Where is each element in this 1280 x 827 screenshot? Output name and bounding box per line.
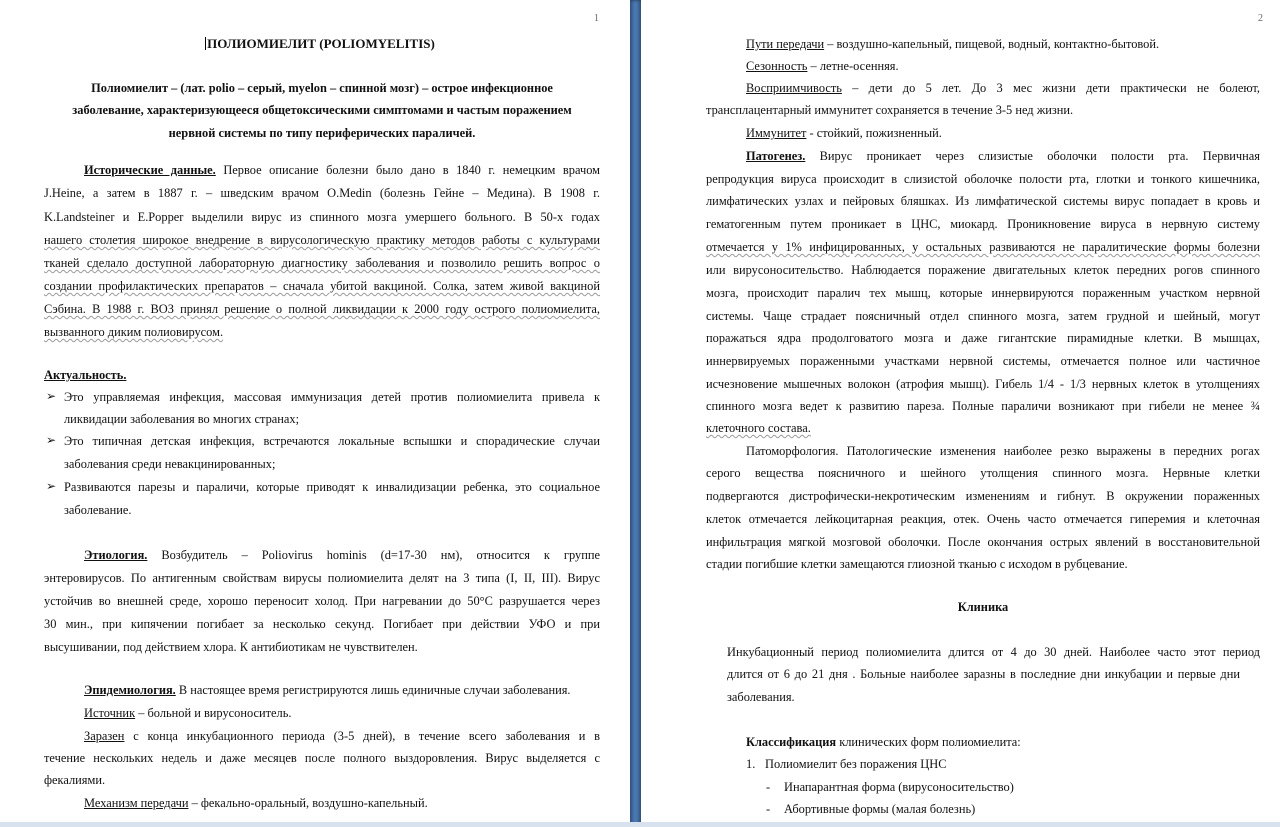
pathogenesis-line: или вирусоносительство. Наблюдается поражение двигательных клеток передних рогов спинного <box>706 263 1260 277</box>
etiology-line: энтеровирусов. По антигенным свойствам вирусы полиомиелита делят на 3 типа (I, II, III). Вирус <box>44 571 600 585</box>
incubation-line: Инкубационный период полиомиелита длится от 4 до 30 дней. Наиболее часто этот период <box>727 645 1260 659</box>
pathomorphology-line: Патоморфология. Патологические изменения наиболее резко выражены в передних рогах <box>746 444 1260 458</box>
relevance-item: ликвидации заболевания во многих странах; <box>64 412 300 426</box>
definition-line: нервной системы по типу периферических параличей. <box>168 126 476 140</box>
pathomorphology-line: подвергаются дистрофически-некротическим изменениям и гибнут. В окружении пораженных <box>706 489 1260 503</box>
mechanism-line: Механизм передачи – фекально-оральный, воздушно-капельный. <box>84 796 428 810</box>
etiology-heading: Этиология. <box>84 548 148 562</box>
pathogenesis-line: мозга, происходит паралич тех мышц, которые иннервируются пораженным участком нервной <box>706 286 1260 300</box>
source-line: Источник – больной и вирусоноситель. <box>84 706 292 720</box>
relevance-item: Это управляемая инфекция, массовая иммунизация детей против полиомиелита привела к <box>64 390 600 404</box>
page-number: 2 <box>1258 13 1263 24</box>
document-page-2 <box>641 0 1280 822</box>
history-line: создании профилактических препаратов – сначала убитой вакциной. Солка, затем живой вакциной <box>44 279 600 293</box>
pathogenesis-line: лимфатических узлах и пейровых бляшках. Из лимфатической системы вирус попадает в кровь и <box>706 194 1260 208</box>
incubation-line: длится от 6 до 21 дня . Больные наиболее заразны в последние дни инкубации и первые дни <box>727 667 1240 681</box>
text-cursor <box>205 37 206 50</box>
pathogenesis-line: спинного мозга ведет к развитию пареза. Полные параличи возникают при гибели не менее ¾ <box>706 399 1260 413</box>
document-title: ПОЛИОМИЕЛИТ (POLIOMYELITIS) <box>207 36 435 51</box>
relevance-item: заболевания среди невакцинированных; <box>64 457 276 471</box>
routes-line: Пути передачи – воздушно-капельный, пищевой, водный, контактно-бытовой. <box>746 37 1160 51</box>
definition-line: заболевание, характеризующееся общетоксическими симптомами и частым поражением <box>72 103 572 117</box>
contagious-line: фекалиями. <box>44 773 106 787</box>
contagious-line: Заразен с конца инкубационного периода (3-5 дней), в течение всего заболевания и в <box>84 729 600 743</box>
immunity-line: Иммунитет - стойкий, пожизненный. <box>746 126 942 140</box>
relevance-item: Это типичная детская инфекция, встречаются локальные вспышки и спорадические случаи <box>64 434 600 448</box>
susceptibility-line: Восприимчивость – дети до 5 лет. До 3 мес жизни дети практически не болеют, <box>746 81 1260 95</box>
history-line: J.Heine, а затем в 1887 г. – шведским врачом О.Medin (болезнь Гейне – Медина). В 1908 г. <box>44 186 600 200</box>
etiology-line: 30 мин., при кипячении погибает за несколько секунд. Погибает при действии УФО и при <box>44 617 600 631</box>
history-line: тканей сделало доступной лабораторную диагностику заболевания и позволило решить вопрос о <box>44 256 600 270</box>
document-page-1 <box>0 0 630 822</box>
arrow-bullet-icon: ➢ <box>46 389 57 403</box>
pathomorphology-line: стадии погибшие клетки замещаются глиозной тканью с исходом в рубцевание. <box>706 557 1128 571</box>
list-item: Полиомиелит без поражения ЦНС <box>765 757 947 771</box>
history-heading: Исторические данные. <box>84 163 216 177</box>
season-line: Сезонность – летне-осенняя. <box>746 59 899 73</box>
pathomorphology-line: инфильтрация мягкой мозговой оболочки. После окончания острых явлений в восстановительной <box>706 535 1260 549</box>
relevance-heading: Актуальность. <box>44 368 127 382</box>
etiology-line: Этиология. Возбудитель – Poliovirus hominis (d=17-30 нм), относится к группе <box>84 548 600 562</box>
page-number: 1 <box>594 13 599 24</box>
list-number: 1. <box>746 757 756 771</box>
incubation-line: заболевания. <box>727 690 795 704</box>
history-line: Сэбина. В 1988 г. ВОЗ принял решение о полной ликвидации к 2000 году острого полиомиелита, <box>44 302 600 316</box>
epidemiology-line: Эпидемиология. В настоящее время регистрируются лишь единичные случаи заболевания. <box>84 683 571 697</box>
susceptibility-line: трансплацентарный иммунитет сохраняется в течение 3-5 нед жизни. <box>706 103 1074 117</box>
arrow-bullet-icon: ➢ <box>46 433 57 447</box>
etiology-line: устойчив во внешней среде, хорошо переносит холод. При нагревании до 50°С разрушается через <box>44 594 600 608</box>
history-line: Исторические данные. Первое описание болезни было дано в 1840 г. немецким врачом <box>84 163 600 177</box>
page-gap <box>630 0 641 827</box>
arrow-bullet-icon: ➢ <box>46 479 57 493</box>
pathogenesis-line: исчезновение мышечных волокон (атрофия мышц). Гибель 1/4 - 1/3 нервных клеток в утолщениях <box>706 377 1260 391</box>
dash-bullet: - <box>766 780 771 794</box>
etiology-line: высушивании, под действием хлора. К антибиотикам не чувствителен. <box>44 640 418 654</box>
history-line: вызванного диким полиовирусом. <box>44 325 224 339</box>
pathomorphology-line: серого вещества поясничного и шейного утолщения спинного мозга. Нервные клетки <box>706 466 1260 480</box>
relevance-item: Развиваются парезы и параличи, которые приводят к инвалидизации ребенка, это социальное <box>64 480 600 494</box>
pathogenesis-heading: Патогенез. <box>746 149 806 163</box>
classification-line: Классификация клинических форм полиомиелита: <box>746 735 1021 749</box>
epidemiology-heading: Эпидемиология. <box>84 683 176 697</box>
clinic-heading: Клиника <box>957 600 1009 614</box>
dash-bullet: - <box>766 802 771 816</box>
pathogenesis-line: поражаться ядра продолговатого мозга и даже гигантские пирамидные клетки. В мышцах, <box>706 331 1260 345</box>
pathogenesis-line: клеточного состава. <box>706 421 811 435</box>
history-line: K.Landsteiner и E.Popper выделили вирус из спинного мозга умершего больного. В 50-х годах <box>44 210 600 224</box>
pathogenesis-line: системы. Чаще страдает поясничный отдел спинного мозга, затем грудной и шейный, могут <box>706 309 1260 323</box>
pathogenesis-line: отмечается у 1% инфицированных, у остальных развиваются не паралитические формы болезни <box>706 240 1260 254</box>
sub-list-item: Инапарантная форма (вирусоносительство) <box>784 780 1014 794</box>
pathogenesis-line: иннервируемых пораженными участками нервной системы, отмечается полное или частичное <box>706 354 1260 368</box>
contagious-line: течение нескольких недель и даже месяцев после полного выздоровления. Вирус выделяется с <box>44 751 600 765</box>
pathogenesis-line: репродукция вируса происходит в слизистой оболочке полости рта, глотки и тонкого кишечника, <box>706 172 1260 186</box>
pathomorphology-line: клеток отмечается лейкоцитарная реакция, отек. Очень часто отмечается гиперемия и клеточная <box>706 512 1260 526</box>
definition-line: Полиомиелит – (лат. polio – серый, myelon – спинной мозг) – острое инфекционное <box>91 81 553 95</box>
pathogenesis-line: Патогенез. Вирус проникает через слизистые оболочки полости рта. Первичная <box>746 149 1260 163</box>
relevance-item: заболевание. <box>64 503 132 517</box>
history-line: нашего столетия широкое внедрение в вирусологическую практику методов работы с культурами <box>44 233 600 247</box>
window-bottom-edge <box>0 822 1280 827</box>
pathogenesis-line: гематогенным путем проникает в ЦНС, миокард. Проникновение вируса в нервную систему <box>706 217 1260 231</box>
sub-list-item: Абортивные формы (малая болезнь) <box>784 802 976 816</box>
